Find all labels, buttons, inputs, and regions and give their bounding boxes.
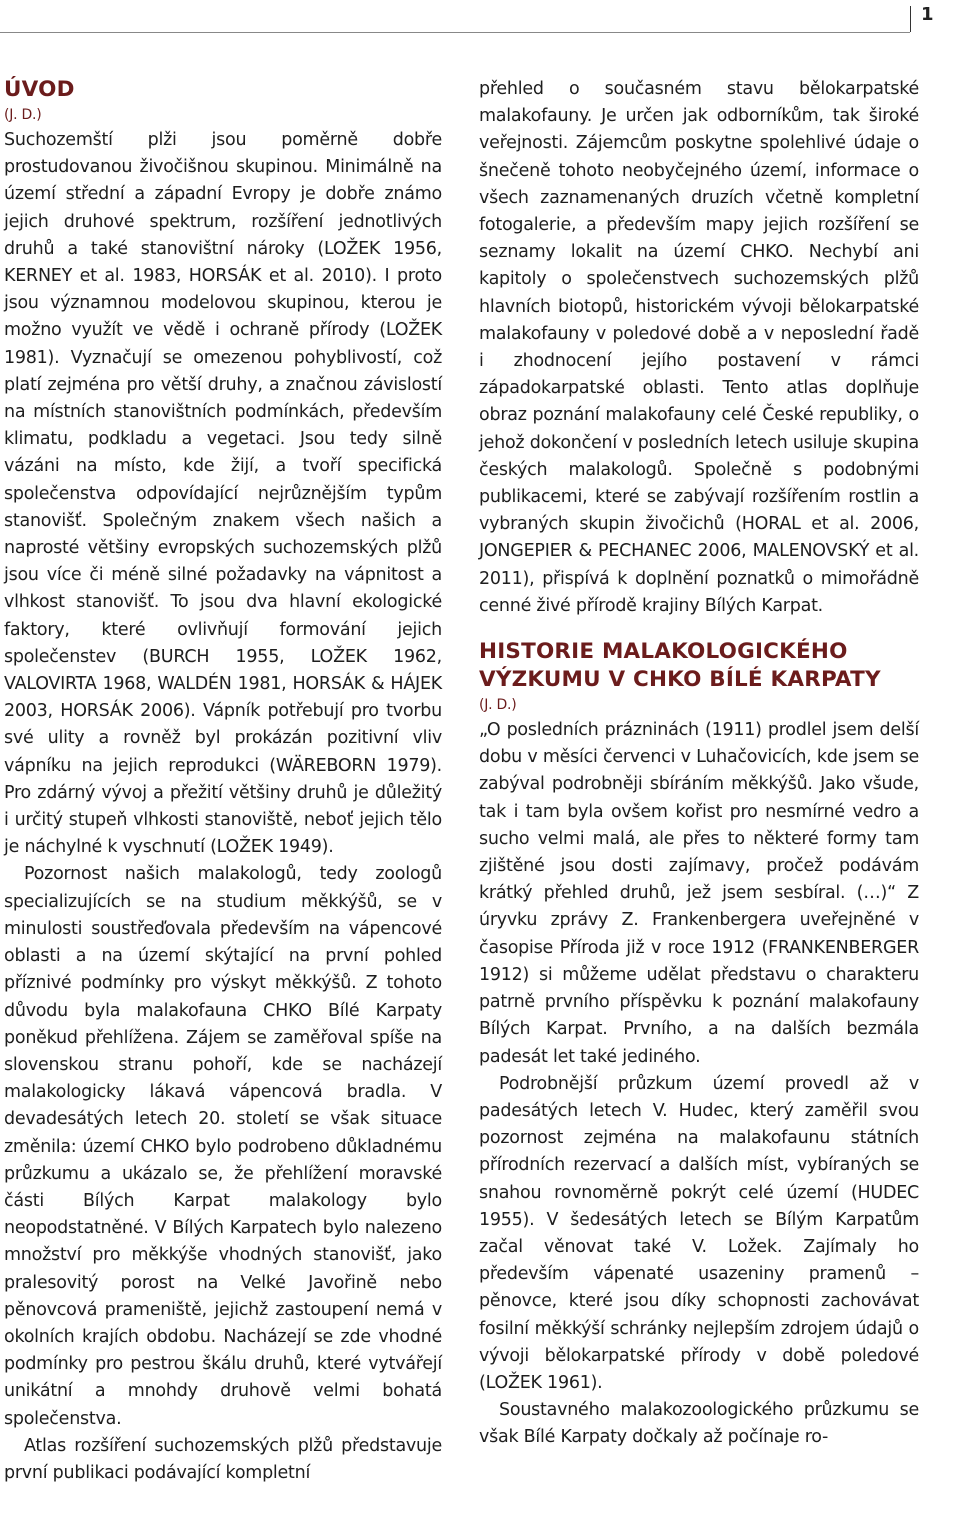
page-number: 1 [921, 4, 934, 25]
section-title-historie: HISTORIE MALAKOLOGICKÉHO VÝZKUMU V CHKO BÍLÉ KARPATY [479, 639, 881, 693]
paragraph-continuation: přehled o současném stavu bělokarpatské malakofauny. Je určen jak odborníkům, tak široké veřejnosti. Zájemcům poskytne spolehlivé údaje o šnečeně tohoto neobyčejného území, informace o všech zaznamenaných druzích včetně kompletní fotogalerie, a především mapy jejich rozšíření se seznamy lokalit na území CHKO. Nechybí ani kapitoly o společenstvech suchozemských plžů hlavních biotopů, historickém vývoji bělokarpatské malakofauny v poledové době a v neposlední řadě i zhodnocení jejího postavení v rámci západokarpatské oblasti. Tento atlas doplňuje obraz poznání malakofauny celé České republiky, o jehož dokončení v posledních letech usiluje skupina českých malakologů. Společně s podobnými publikacemi, které se zabývají rozšířením rostlin a vybraných skupin živočichů (HORAL et al. 2006, JONGEPIER & PECHANEC 2006, MALENOVSKÝ et al. 2011), přispívá k doplnění poznatků o mimořádně cenné živé přírodě krajiny Bílých Karpat. [479, 79, 919, 616]
header-rule [0, 32, 910, 33]
paragraph: Soustavného malakozoologického průzkumu se však Bílé Karpaty dočkaly až počínaje ro- [479, 1400, 919, 1448]
author-byline: (J. D.) [4, 107, 42, 123]
paragraph: Podrobnější průzkum území provedl až v padesátých letech V. Hudec, který zaměřil svou pozornost zejména na malakofaunu státních přírodních rezervací a dalších míst, vybíraných se snahou rovnoměrně pokrýt celé území (HUDEC 1955). V šedesátých letech se Bílým Karpatům začal věnovat také V. Ložek. Zajímaly ho především vápenaté usazeniny pramenů – pěnovce, které jsou díky schopnosti zachovávat fosilní měkkýší schránky nejlepším zdrojem údajů o vývoji bělokarpatské přírody v době poledové (LOŽEK 1961). [479, 1073, 919, 1393]
paragraph: Pozornost našich malakologů, tedy zoologů specializujících se na studium měkkýšů, se v minulosti soustřeďovala především na vápencové oblasti a na území skýtající na první pohled příznivé podmínky pro výskyt měkkýšů. Z tohoto důvodu byla malakofauna CHKO Bílé Karpaty poněkud přehlížena. Zájem se zaměřoval spíše na slovenskou stranu pohoří, kde se nacházejí malakologicky lákavá vápencová bradla. V devadesátých letech 20. století se však situace změnila: území CHKO bylo podrobeno důkladnému průzkumu a ukázalo se, že přehlížení moravské části Bílých Karpat malakology bylo neopodstatněné. V Bílých Karpatech bylo nalezeno množství pro měkkýše vhodných stanovišť, jako pralesovitý porost na Velké Javořině nebo pěnovcová prameniště, jejichž zastoupení nemá v okolních krajích obdobu. Nacházejí se zde vhodné podmínky pro pestrou škálu druhů, které vytvářejí unikátní a mnohdy druhově velmi bohatá společenstva. [4, 864, 442, 1429]
right-column [479, 76, 919, 1452]
paragraph: Suchozemští plži jsou poměrně dobře prostudovanou živočišnou skupinou. Minimálně na území střední a západní Evropy je dobře známo jejich druhové spektrum, rozšíření jednotlivých druhů a také stanovištní nároky (LOŽEK 1956, KERNEY et al. 1983, HORSÁK et al. 2010). I proto jsou významnou modelovou skupinou, kterou je možno využít ve vědě i ochraně přírody (LOŽEK 1981). Vyznačují se omezenou pohyblivostí, což platí zejména pro větší druhy, a značnou závislostí na místních stanovištních podmínkách, především klimatu, podkladu a vegetaci. Jsou tedy silně vázáni na místo, kde žijí, a tvoří specifická společenstva odpovídající nejrůznějším typům stanovišť. Společným znakem všech našich a naprosté většiny evropských suchozemských plžů jsou více či méně silné požadavky na vápnitost a vlhkost stanovišť. To jsou dva hlavní ekologické faktory, které ovlivňují formování jejich společenstev (BURCH 1955, LOŽEK 1962, VALOVIRTA 1968, WALDÉN 1981, HORSÁK & HÁJEK 2003, HORSÁK 2006). Vápník potřebují pro tvorbu své ulity a rovněž byl prokázán pozitivní vliv vápníku na jejich reprodukci (WÄREBORN 1979). Pro zdárný vývoj a přežití většiny druhů je důležitý i určitý stupeň vlhkosti stanoviště, neboť jejich tělo je náchylné k vyschnutí (LOŽEK 1949). [4, 130, 442, 858]
paragraph: „O posledních prázninách (1911) prodlel jsem delší dobu v měsíci červenci v Luhačovicích, kde jsem se zabýval podrobněji sbíráním měkkýšů. Jako všude, tak i tam byla ovšem kořist pro nesmírné vedro a sucho velmi malá, ale přes to některé formy tam zjištěné jsou dosti zajímavy, pročež podávám krátký přehled druhů, jež jsem sesbíral. (…)“ Z úryvku zprávy Z. Frankenbergera uveřejněné v časopise Příroda již v roce 1912 (FRANKENBERGER 1912) si můžeme udělat představu o charakteru patrně prvního příspěvku k poznání malakofauny Bílých Karpat. Prvního, a na dalších bezmála padesát let také jediného. [479, 720, 919, 1067]
section-title-uvod: ÚVOD [4, 77, 75, 102]
author-byline: (J. D.) [479, 697, 517, 714]
left-column [4, 76, 442, 1487]
page-number-separator [910, 6, 911, 32]
history-section [479, 638, 919, 1451]
paragraph: Atlas rozšíření suchozemských plžů představuje první publikaci podávající kompletní [4, 1435, 442, 1483]
